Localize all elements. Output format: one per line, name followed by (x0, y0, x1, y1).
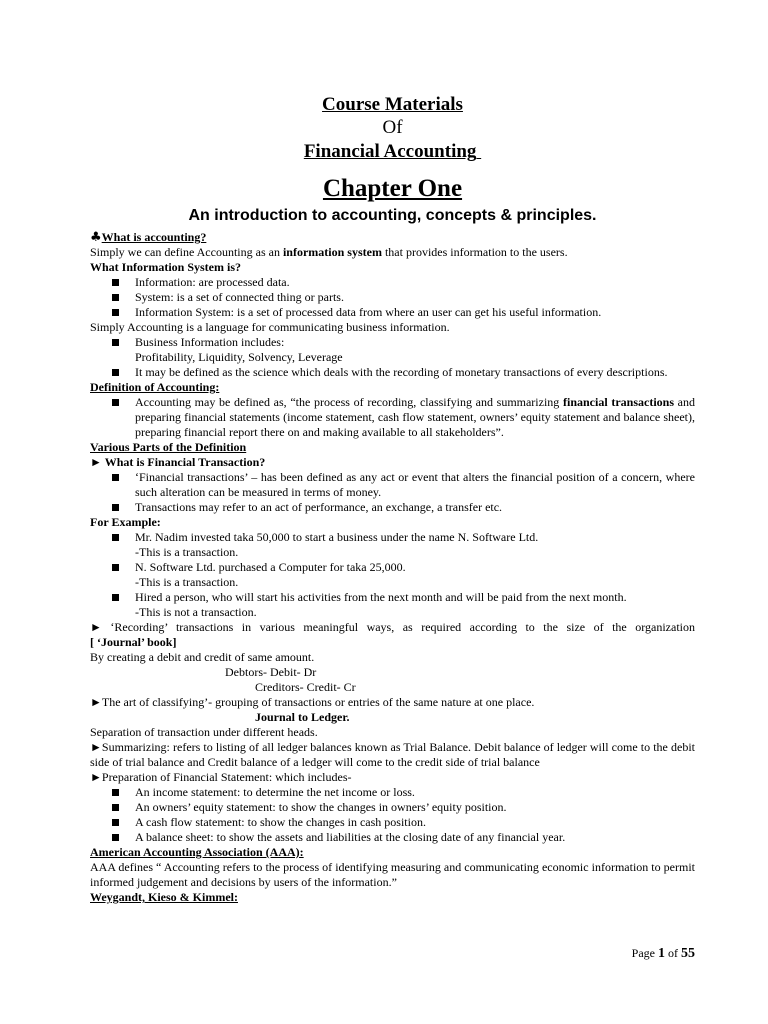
what-is-accounting-heading: ♣What is accounting? (90, 230, 207, 245)
list-item: Business Information includes: Profitability, Liquidity, Solvency, Leverage (90, 335, 695, 365)
arrow-icon: ► (90, 740, 102, 754)
business-sub-line: Profitability, Liquidity, Solvency, Leverage (135, 350, 343, 364)
list-item: Accounting may be defined as, “the process of recording, classifying and summarizing financial transactions and preparing financial statements (income statement, cash flow statement, owners’ equity statement and balance sheet), preparing financial report there on and making available to all stakeholders”. (90, 395, 695, 440)
list-item: Information System: is a set of processed data from where an user can get his useful information. (90, 305, 695, 320)
course-materials-title: Course Materials (322, 94, 463, 115)
page-number: Page 1 of 55 (631, 946, 695, 961)
club-icon: ♣ (90, 230, 102, 245)
journal-to-ledger: Journal to Ledger. (255, 710, 350, 724)
preparation-line: ►Preparation of Financial Statement: which includes- (90, 770, 352, 784)
list-item: A balance sheet: to show the assets and liabilities at the closing date of any financial year. (90, 830, 695, 845)
arrow-icon: ► (90, 620, 102, 634)
example-list (90, 530, 695, 620)
recording-line: ► ‘Recording’ transactions in various meaningful ways, as required according to the size of the organization (90, 620, 696, 634)
business-info-list (90, 335, 695, 380)
creditors-line: Creditors- Credit- Cr (255, 680, 356, 694)
list-item: An income statement: to determine the net income or loss. (90, 785, 695, 800)
of-line: Of (382, 117, 403, 138)
debtors-line: Debtors- Debit- Dr (225, 665, 317, 679)
list-item: N. Software Ltd. purchased a Computer for taka 25,000. -This is a transaction. (90, 560, 695, 590)
arrow-icon: ► (90, 770, 102, 784)
classifying-line: ►The art of classifying’- grouping of transactions or entries of the same nature at one place. (90, 695, 535, 709)
journal-book-label: [ ‘Journal’ book] (90, 635, 177, 649)
list-item: Information: are processed data. (90, 275, 695, 290)
arrow-icon: ► (90, 455, 102, 469)
what-financial-transaction-heading: ► What is Financial Transaction? (90, 455, 266, 469)
various-parts-heading: Various Parts of the Definition (90, 440, 247, 454)
financial-accounting-title: Financial Accounting (303, 141, 477, 162)
aaa-heading: American Accounting Association (AAA): (90, 845, 304, 859)
list-item: Transactions may refer to an act of performance, an exchange, a transfer etc. (90, 500, 695, 515)
list-item: It may be defined as the science which deals with the recording of monetary transactions of every descriptions. (90, 365, 695, 380)
list-item: Mr. Nadim invested taka 50,000 to start a business under the name N. Software Ltd. -This is a transaction. (90, 530, 695, 560)
list-item: System: is a set of connected thing or parts. (90, 290, 695, 305)
info-system-list (90, 275, 695, 320)
accounting-intro: Simply we can define Accounting as an information system that provides information to the users. (90, 245, 568, 259)
list-item: A cash flow statement: to show the changes in cash position. (90, 815, 695, 830)
chapter-title: Chapter One (322, 175, 463, 202)
separation-line: Separation of transaction under different heads. (90, 725, 318, 739)
financial-transaction-list (90, 470, 695, 515)
info-system-heading: What Information System is? (90, 260, 242, 274)
definition-heading: Definition of Accounting: (90, 380, 220, 394)
for-example-heading: For Example: (90, 515, 161, 529)
arrow-icon: ► (90, 695, 102, 709)
weygandt-heading: Weygandt, Kieso & Kimmel: (90, 890, 238, 904)
list-item: An owners’ equity statement: to show the changes in owners’ equity position. (90, 800, 695, 815)
list-item: Hired a person, who will start his activities from the next month and will be paid from the next month. -This is not a transaction. (90, 590, 695, 620)
language-line: Simply Accounting is a language for communicating business information. (90, 320, 450, 334)
definition-list (90, 395, 695, 440)
document-page (90, 90, 695, 905)
aaa-definition: AAA defines “ Accounting refers to the process of identifying measuring and communicating economic information to permit informed judgement and decisions by users of the information.” (90, 860, 695, 889)
list-item: ‘Financial transactions’ – has been defined as any act or event that alters the financial position of a concern, where such alteration can be measured in terms of money. (90, 470, 695, 500)
statements-list (90, 785, 695, 845)
chapter-subtitle: An introduction to accounting, concepts & principles. (188, 207, 597, 224)
summarizing-paragraph: ►Summarizing: refers to listing of all ledger balances known as Trial Balance. Debit balance of ledger will come to the debit side of trial balance and Credit balance of a ledger will come to the credit side of trial balance (90, 740, 695, 769)
debit-credit-line: By creating a debit and credit of same amount. (90, 650, 315, 664)
